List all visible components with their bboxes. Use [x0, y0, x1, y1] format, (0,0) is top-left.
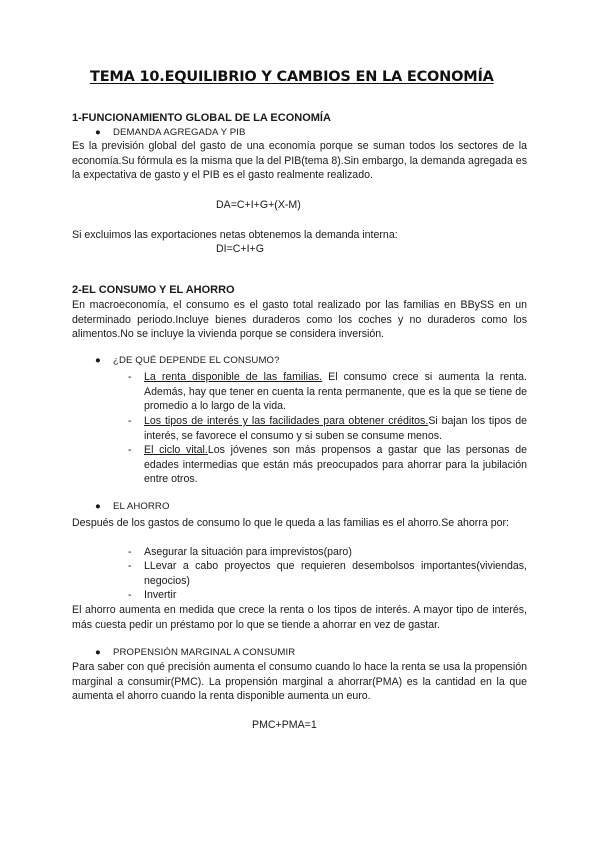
section1-paragraph-1: Es la previsión global del gasto de una economía porque se suman todos los sectores de la economía.Su fórmula es la misma que la del PIB(tema 8).Sin embargo, la demanda agregada es la expectativa de gasto y el PIB es el gasto realmente realizado.	[72, 140, 527, 181]
item-underlined: El ciclo vital.	[144, 444, 208, 456]
section1-paragraph-2: Si excluimos las exportaciones netas obtenemos la demanda interna:	[72, 229, 398, 241]
section2-paragraph-1: En macroeconomía, el consumo es el gasto total realizado por las familias en BBySS en un determinado periodo.Incluye bienes duraderos como los coches y no duraderos como los alimentos.No se incluye la vivienda porque se considera inversión.	[72, 299, 527, 340]
item-text: El consumo crece si aumenta la renta. Además, hay que tener en cuenta la renta permanente, que es la que se tiene de promedio a lo largo de la vida.	[144, 371, 527, 412]
item-text: LLevar a cabo proyectos que requieren desembolsos importantes(viviendas, negocios)	[144, 560, 527, 587]
item-underlined: Los tipos de interés y las facilidades para obtener créditos.	[144, 415, 429, 427]
list-item	[128, 370, 528, 414]
item-underlined: La renta disponible de las familias.	[144, 371, 323, 383]
item-text: Asegurar la situación para imprevistos(paro)	[144, 546, 352, 558]
formula-pmc-pma: PMC+PMA=1	[252, 719, 317, 731]
bullet-de-que-depende	[95, 354, 280, 369]
bullet-label: DEMANDA AGREGADA Y PIB	[113, 127, 246, 138]
bullet-el-ahorro	[95, 500, 170, 515]
item-text: Invertir	[144, 589, 177, 601]
bullet-icon: ●	[95, 127, 101, 138]
section1-heading: 1-FUNCIONAMIENTO GLOBAL DE LA ECONOMÍA	[72, 112, 331, 124]
list-item	[128, 588, 528, 603]
dash-marker: -	[128, 415, 132, 427]
bullet-icon: ●	[95, 647, 101, 658]
bullet-propension	[95, 646, 295, 661]
formula-da: DA=C+I+G+(X-M)	[216, 199, 301, 211]
list-item	[128, 559, 528, 589]
item-text: Si bajan los tipos de interés, se favorece el consumo y si suben se consume menos.	[144, 415, 527, 442]
section2-paragraph-4: Para saber con qué precisión aumenta el consumo cuando lo hace la renta se usa la propensión marginal a consumir(PMC). La propensión marginal a ahorrar(PMA) es la cantidad en la que aumenta el ahorro cuando la renta disponible aumenta un euro.	[72, 661, 527, 702]
dash-marker: -	[128, 371, 132, 383]
dash-marker: -	[128, 589, 132, 601]
section2-heading: 2-EL CONSUMO Y EL AHORRO	[72, 284, 235, 296]
dash-marker: -	[128, 560, 132, 572]
document-title: TEMA 10.EQUILIBRIO Y CAMBIOS EN LA ECONOMÍA	[90, 69, 494, 85]
list-item	[128, 414, 528, 444]
bullet-icon: ●	[95, 355, 101, 366]
section2-paragraph-2: Después de los gastos de consumo lo que le queda a las familias es el ahorro.Se ahorra por:	[72, 517, 509, 529]
formula-di: DI=C+I+G	[216, 243, 264, 255]
dash-marker: -	[128, 444, 132, 456]
list-item	[128, 545, 528, 560]
bullet-icon: ●	[95, 501, 101, 512]
dash-marker: -	[128, 546, 132, 558]
list-item	[128, 443, 528, 487]
section2-paragraph-3: El ahorro aumenta en medida que crece la renta o los tipos de interés. A mayor tipo de interés, más cuesta pedir un préstamo por lo que se tiende a ahorrar en vez de gastar.	[72, 604, 527, 631]
bullet-label: ¿DE QUÉ DEPENDE EL CONSUMO?	[113, 355, 280, 366]
bullet-label: EL AHORRO	[113, 501, 170, 512]
bullet-label: PROPENSIÓN MARGINAL A CONSUMIR	[113, 647, 296, 658]
item-text: Los jóvenes son más propensos a gastar que las personas de edades intermedias que están más preocupados para ahorrar para la jubilación entre otros.	[144, 444, 528, 485]
